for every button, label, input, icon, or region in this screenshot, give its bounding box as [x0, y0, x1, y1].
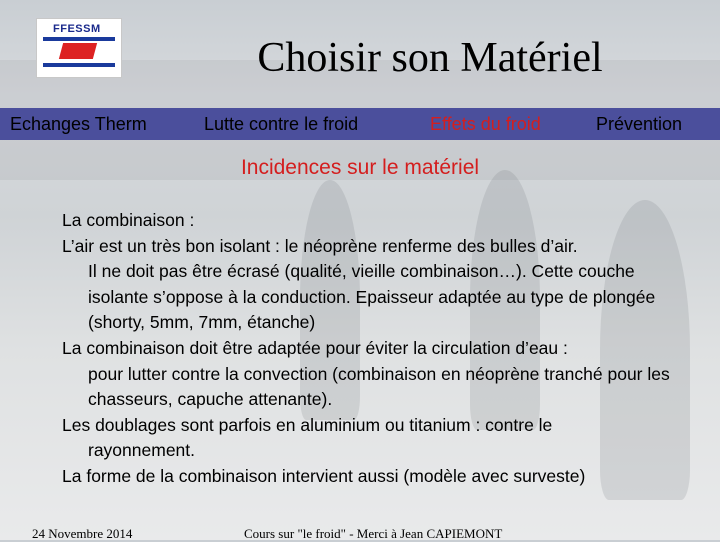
ffessm-logo — [36, 18, 122, 78]
nav-item-lutte-contre-le-froid[interactable]: Lutte contre le froid — [204, 114, 359, 134]
content-line: La combinaison doit être adaptée pour éviter la circulation d’eau : — [62, 337, 568, 358]
content-line: Il ne doit pas être écrasé (qualité, vieille combinaison…). Cette couche isolante s’oppose à la conduction. Epaisseur adaptée au type de plongée (shorty, 5mm, 7mm, étanche) — [88, 261, 656, 333]
content-line: Les doublages sont parfois en aluminium ou titanium : contre le — [62, 414, 553, 435]
logo-wave — [43, 37, 115, 41]
section-subtitle: Incidences sur le matériel — [240, 156, 480, 179]
body-text — [62, 208, 682, 490]
nav-item-prevention[interactable]: Prévention — [596, 114, 683, 134]
page-title: Choisir son Matériel — [257, 35, 603, 81]
nav-item-effets-du-froid[interactable]: Effets du froid — [430, 114, 541, 134]
logo-wave — [43, 63, 115, 67]
content-line: La forme de la combinaison intervient aussi (modèle avec surveste) — [62, 465, 586, 486]
logo-flag — [59, 43, 97, 59]
content-heading: La combinaison : — [62, 210, 195, 230]
nav-bar — [0, 108, 720, 140]
footer-date: 24 Novembre 2014 — [32, 526, 133, 541]
logo-text: FFESSM — [53, 23, 101, 35]
content-line: pour lutter contre la convection (combinaison en néoprène tranché pour les chasseurs, capuche attenante). — [88, 363, 670, 410]
content-line: rayonnement. — [88, 440, 196, 461]
nav-item-echanges-therm[interactable]: Echanges Therm — [10, 114, 147, 134]
content-line: L’air est un très bon isolant : le néoprène renferme des bulles d’air. — [62, 235, 578, 256]
footer-credit: Cours sur "le froid" - Merci à Jean CAPIEMONT — [244, 526, 503, 541]
